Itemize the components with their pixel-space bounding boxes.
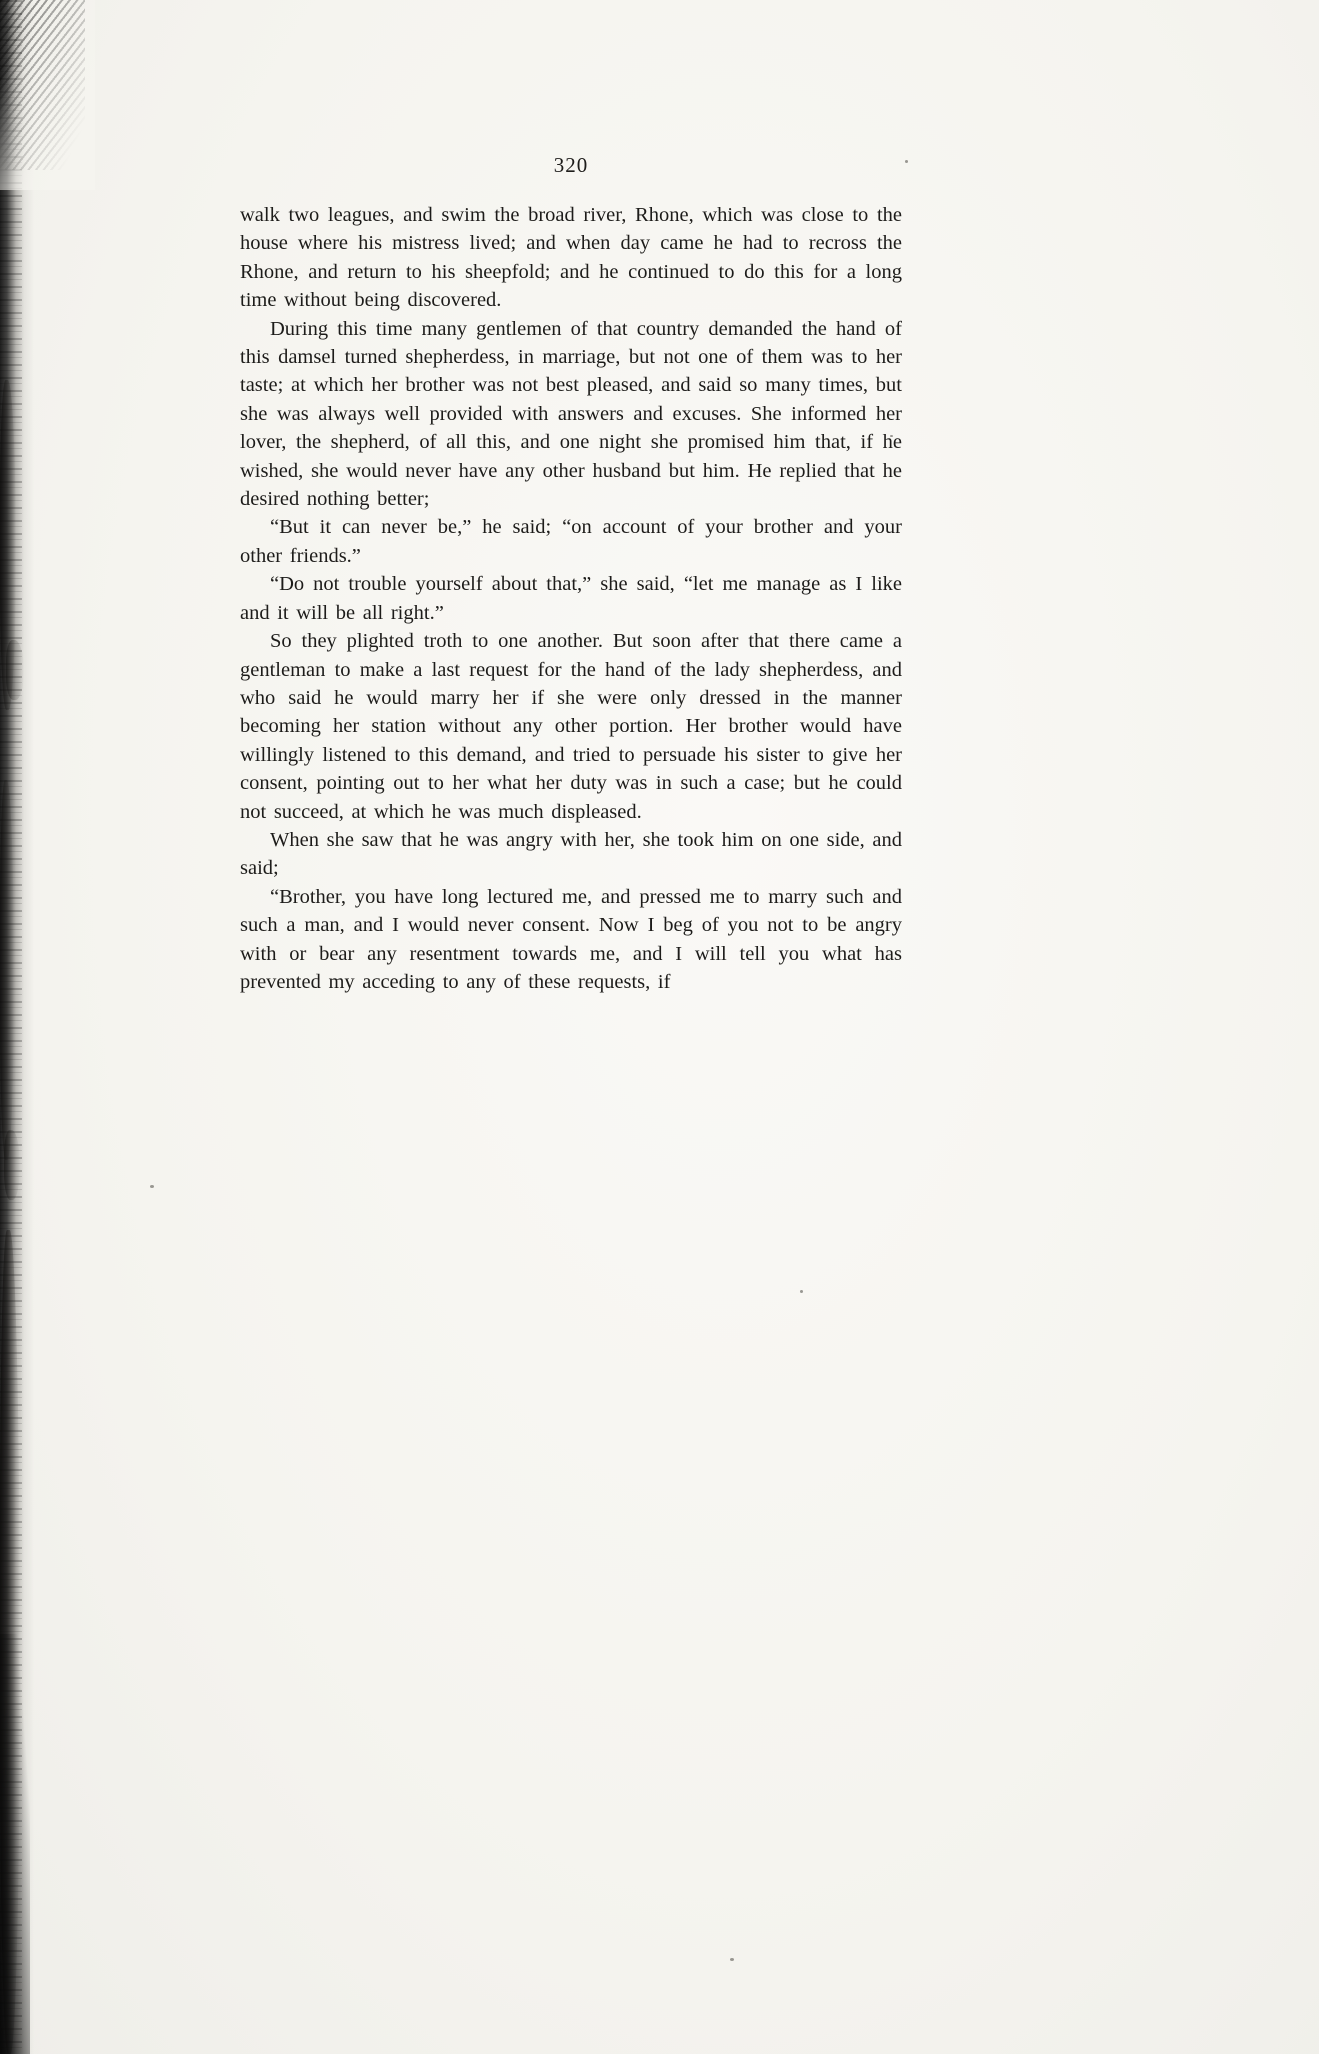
scan-speck: [800, 1290, 803, 1293]
scan-smudge: [4, 1130, 20, 1200]
paragraph-dialogue: “Do not trouble yourself about that,” she said, “let me manage as I like and it will be all right.”: [240, 573, 902, 624]
paragraph-dialogue: “Brother, you have long lectured me, and pressed me to marry such and such a man, and I would never consent. Now I beg of you not to be angry with or bear any resentment towards me, and I will tell you what has prevented my acceding to any of these requests, if: [240, 885, 902, 993]
scan-smudge: [6, 640, 24, 700]
scan-speck: [730, 1958, 734, 1961]
scan-speck: [905, 160, 908, 163]
paragraph-continuation: walk two leagues, and swim the broad river, Rhone, which was close to the house where his mistress lived; and when day came he had to recross the Rhone, and return to his sheepfold; and he continued to do this for a long time without being discovered.: [240, 204, 902, 312]
scan-smudge-bottom: [0, 1634, 30, 2054]
scan-corner-hatch-fade: [0, 0, 95, 190]
paragraph: During this time many gentlemen of that country demanded the hand of this damsel turned shepherdess, in marriage, but not one of them was to her taste; at which her brother was not best pleased, and said so many times, but she was always well provided with answers and excuses. She informed her lover, the shepherd, of all this, and one night she promised him that, if he wished, she would never have any other husband but him. He replied that he desired nothing better;: [240, 317, 902, 511]
paragraph-dialogue: “But it can never be,” he said; “on account of your brother and your other friends.”: [240, 516, 902, 567]
page-text: [240, 201, 902, 996]
scan-speck: [150, 1185, 154, 1188]
page-number: 320: [553, 153, 589, 177]
paragraph: When she saw that he was angry with her, she took him on one side, and said;: [240, 828, 902, 880]
paragraph: So they plighted troth to one another. But soon after that there came a gentleman to make a last request for the hand of the lady shepherdess, and who said he would marry her if she were only dressed in the manner becoming her station without any other portion. Her brother would have willingly listened to this demand, and tried to persuade his sister to give her consent, pointing out to her what her duty was in such a case; but he could not succeed, at which he was much displeased.: [240, 630, 902, 823]
